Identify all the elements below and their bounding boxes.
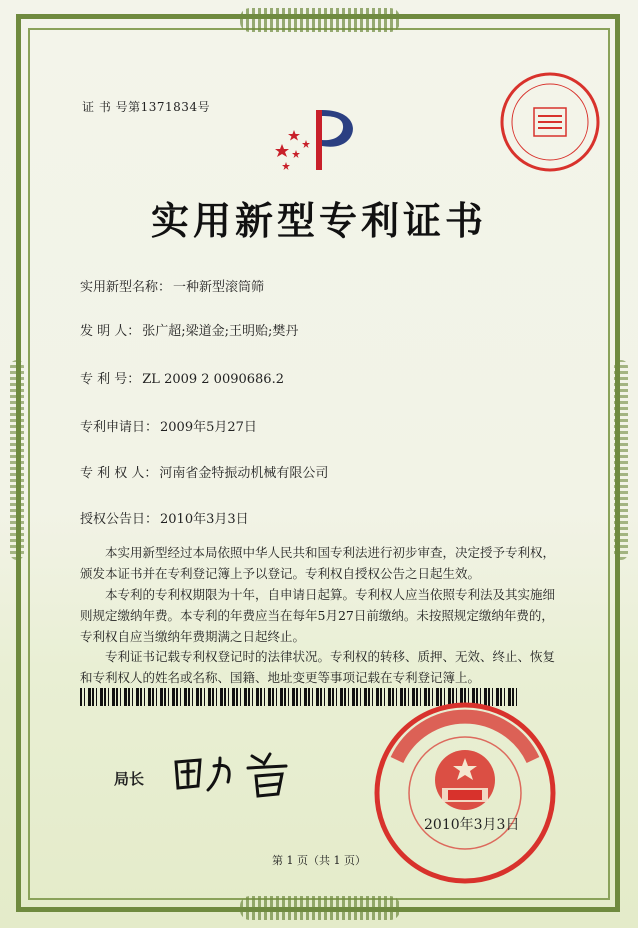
seal-date: 2010年3月3日 bbox=[424, 817, 520, 833]
field-label: 发 明 人： bbox=[80, 324, 141, 339]
field-value: 2009年5月27日 bbox=[160, 420, 257, 435]
field-value: ZL 2009 2 0090686.2 bbox=[142, 372, 284, 387]
left-ornament bbox=[10, 360, 24, 560]
director-label: 局长 bbox=[114, 770, 145, 788]
field-label: 授权公告日： bbox=[80, 512, 159, 527]
patent-number-row bbox=[80, 368, 284, 387]
right-ornament bbox=[614, 360, 628, 560]
field-value: 张广超;梁道金;王明贻;樊丹 bbox=[142, 324, 299, 339]
sipo-logo-icon bbox=[272, 104, 362, 174]
field-label: 专利申请日： bbox=[80, 420, 159, 435]
field-label: 专 利 权 人： bbox=[80, 466, 158, 481]
field-label: 专 利 号： bbox=[80, 372, 141, 387]
field-value: 河南省金特振动机械有限公司 bbox=[159, 466, 329, 481]
field-label: 实用新型名称： bbox=[80, 280, 172, 295]
paragraph-term: 本专利的专利权期限为十年，自申请日起算。专利权人应当依照专利法及其实施细则规定缴纳年费。本专利的年费应当在每年5月27日前缴纳。未按照规定缴纳年费的，专利权自应当缴纳年费期满之日起终止。 bbox=[80, 587, 556, 644]
utility-model-name-row bbox=[80, 276, 264, 295]
inventor-row bbox=[80, 320, 298, 339]
page-number: 第 1 页（共 1 页） bbox=[272, 854, 366, 867]
director-signature-icon bbox=[166, 742, 316, 802]
announcement-date-row bbox=[80, 508, 249, 527]
patentee-row bbox=[80, 462, 328, 481]
field-value: 2010年3月3日 bbox=[160, 512, 249, 527]
paragraph-grant: 本实用新型经过本局依照中华人民共和国专利法进行初步审查，决定授予专利权，颁发本证书并在专利登记簿上予以登记。专利权自授权公告之日起生效。 bbox=[80, 545, 556, 581]
certificate-number: 证 书 号第1371834号 bbox=[82, 100, 211, 114]
filing-date-row bbox=[80, 416, 257, 435]
field-value: 一种新型滚筒筛 bbox=[173, 280, 265, 295]
bottom-ornament bbox=[240, 896, 400, 920]
top-ornament bbox=[240, 8, 400, 32]
fee-stamp-seal-icon bbox=[498, 70, 602, 174]
certificate-title: 实用新型专利证书 bbox=[150, 198, 487, 243]
paragraph-legal-status: 专利证书记载专利权登记时的法律状况。专利权的转移、质押、无效、终止、恢复和专利权人的姓名或名称、国籍、地址变更等事项记载在专利登记簿上。 bbox=[80, 649, 556, 685]
